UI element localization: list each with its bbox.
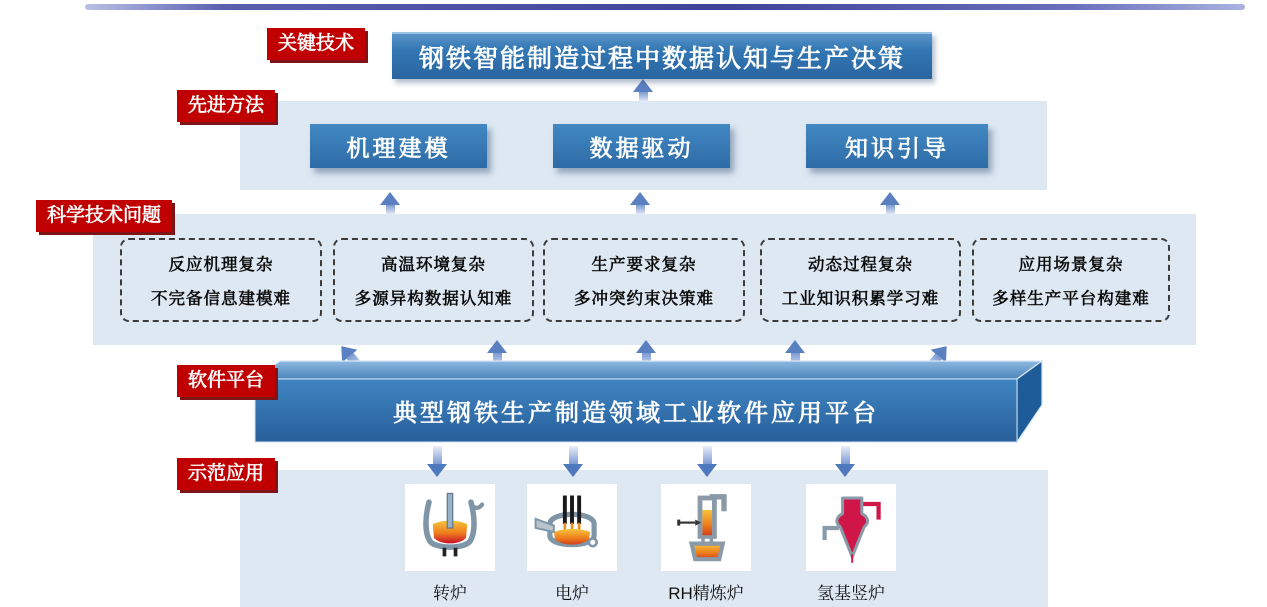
problem-line: 高温环境复杂: [381, 255, 486, 274]
demo-applications-tag: 示范应用: [177, 458, 275, 490]
problem-box: [120, 238, 322, 322]
problem-box: [333, 238, 534, 322]
up-arrow-icon: [380, 192, 400, 215]
down-arrow-icon: [697, 446, 717, 477]
app-label-electric-furnace: 电炉: [555, 584, 589, 603]
method-box-knowledge-guided: 知识引导: [806, 124, 988, 168]
up-arrow-icon: [880, 192, 900, 215]
key-technology-banner: 钢铁智能制造过程中数据认知与生产决策: [392, 32, 932, 79]
science-problems-tag: 科学技术问题: [36, 200, 172, 232]
up-arrow-icon: [630, 192, 650, 215]
problem-box: [760, 238, 961, 322]
top-divider: [85, 4, 1245, 10]
down-arrow-icon: [835, 446, 855, 477]
problem-line: 应用场景复杂: [1018, 255, 1124, 274]
down-arrow-icon: [563, 446, 583, 477]
problem-line: 不完备信息建模难: [151, 290, 291, 309]
problem-line: 动态过程复杂: [808, 255, 913, 274]
converter-furnace-icon: [413, 489, 487, 567]
problem-line: 生产要求复杂: [591, 255, 697, 274]
advanced-methods-tag: 先进方法: [177, 90, 275, 122]
demo-applications-band: [240, 470, 1048, 607]
software-platform-banner: 典型钢铁生产制造领域工业软件应用平台: [393, 400, 879, 427]
problem-box: [543, 238, 745, 322]
hydrogen-shaft-furnace-tile: [806, 484, 896, 571]
software-platform-tag: 软件平台: [177, 365, 275, 397]
problem-line: 工业知识积累学习难: [781, 290, 940, 309]
app-label-hydrogen-shaft-furnace: 氢基竖炉: [817, 584, 885, 603]
problem-box: [972, 238, 1170, 322]
up-arrow-icon: [633, 79, 653, 102]
problem-line: 多样生产平台构建难: [992, 290, 1150, 309]
hydrogen-shaft-furnace-icon: [815, 488, 887, 568]
electric-arc-furnace-icon: [533, 489, 611, 567]
app-label-rh-refining-furnace: RH精炼炉: [668, 584, 744, 603]
method-box-data-driven: 数据驱动: [553, 124, 730, 168]
problem-line: 多源异构数据认知难: [354, 290, 513, 309]
electric-arc-furnace-tile: [527, 484, 617, 571]
problem-line: 反应机理复杂: [168, 255, 274, 274]
app-label-converter: 转炉: [433, 584, 467, 603]
rh-refining-furnace-icon: [670, 488, 742, 568]
key-technology-tag: 关键技术: [267, 28, 365, 60]
problem-line: 多冲突约束决策难: [574, 290, 714, 309]
rh-refining-furnace-tile: [661, 484, 751, 571]
down-arrow-icon: [427, 446, 447, 477]
method-box-mechanism-modeling: 机理建模: [310, 124, 487, 168]
converter-furnace-tile: [405, 484, 495, 571]
